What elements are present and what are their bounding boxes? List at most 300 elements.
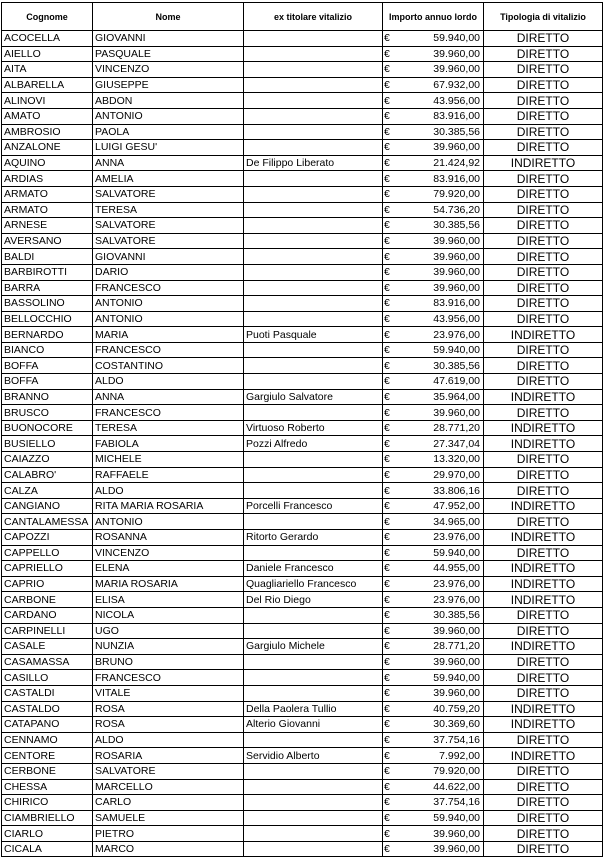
table-row [2,748,603,764]
cell-former-holder [244,685,383,701]
cell-amount: 7.992,00 [395,748,484,764]
cell-annuity-type: DIRETTO [484,171,603,187]
table-row [2,249,603,265]
cell-former-holder: Ritorto Gerardo [244,530,383,546]
cell-currency: € [383,62,395,78]
cell-surname: AMATO [2,108,93,124]
cell-currency: € [383,810,395,826]
cell-name: FRANCESCO [93,670,244,686]
table-row [2,452,603,468]
cell-surname: BELLOCCHIO [2,311,93,327]
cell-name: ROSANNA [93,530,244,546]
cell-currency: € [383,654,395,670]
cell-former-holder [244,218,383,234]
cell-annuity-type: INDIRETTO [484,561,603,577]
cell-currency: € [383,77,395,93]
cell-name: SALVATORE [93,233,244,249]
cell-amount: 34.965,00 [395,514,484,530]
table-row [2,779,603,795]
cell-currency: € [383,498,395,514]
table-row [2,77,603,93]
cell-former-holder [244,405,383,421]
cell-annuity-type: DIRETTO [484,732,603,748]
cell-former-holder [244,311,383,327]
cell-surname: ARDIAS [2,171,93,187]
cell-name: SALVATORE [93,186,244,202]
cell-annuity-type: DIRETTO [484,342,603,358]
cell-former-holder [244,171,383,187]
table-row [2,670,603,686]
cell-name: DARIO [93,264,244,280]
cell-annuity-type: DIRETTO [484,514,603,530]
cell-former-holder [244,108,383,124]
cell-currency: € [383,358,395,374]
cell-former-holder [244,140,383,156]
cell-annuity-type: INDIRETTO [484,592,603,608]
cell-amount: 23.976,00 [395,530,484,546]
cell-surname: ARMATO [2,186,93,202]
cell-amount: 79.920,00 [395,186,484,202]
cell-surname: BALDI [2,249,93,265]
cell-annuity-type: INDIRETTO [484,748,603,764]
cell-surname: CAPOZZI [2,530,93,546]
cell-amount: 30.385,56 [395,218,484,234]
cell-annuity-type: DIRETTO [484,62,603,78]
cell-amount: 28.771,20 [395,639,484,655]
cell-annuity-type: INDIRETTO [484,327,603,343]
cell-annuity-type: DIRETTO [484,218,603,234]
cell-former-holder [244,264,383,280]
cell-name: FRANCESCO [93,342,244,358]
cell-former-holder [244,62,383,78]
cell-name: VINCENZO [93,62,244,78]
table-row [2,171,603,187]
cell-amount: 39.960,00 [395,623,484,639]
cell-currency: € [383,249,395,265]
cell-surname: BERNARDO [2,327,93,343]
cell-annuity-type: DIRETTO [484,77,603,93]
table-row [2,405,603,421]
cell-currency: € [383,623,395,639]
cell-name: SAMUELE [93,810,244,826]
cell-surname: CICALA [2,841,93,857]
cell-amount: 59.940,00 [395,670,484,686]
header-name: Nome [93,3,244,31]
cell-former-holder [244,77,383,93]
cell-currency: € [383,327,395,343]
cell-surname: CARPINELLI [2,623,93,639]
table-row [2,592,603,608]
cell-amount: 27.347,04 [395,436,484,452]
cell-amount: 39.960,00 [395,654,484,670]
cell-amount: 59.940,00 [395,31,484,47]
cell-annuity-type: DIRETTO [484,654,603,670]
cell-surname: BASSOLINO [2,296,93,312]
table-row [2,108,603,124]
cell-surname: CASILLO [2,670,93,686]
cell-former-holder [244,31,383,47]
table-row [2,46,603,62]
cell-amount: 30.385,56 [395,124,484,140]
cell-currency: € [383,420,395,436]
cell-annuity-type: DIRETTO [484,779,603,795]
cell-surname: AQUINO [2,155,93,171]
cell-annuity-type: INDIRETTO [484,701,603,717]
cell-name: ELENA [93,561,244,577]
cell-annuity-type: DIRETTO [484,795,603,811]
cell-amount: 79.920,00 [395,763,484,779]
cell-surname: CARDANO [2,607,93,623]
cell-currency: € [383,296,395,312]
cell-name: ANNA [93,155,244,171]
table-row [2,732,603,748]
cell-annuity-type: INDIRETTO [484,420,603,436]
cell-annuity-type: DIRETTO [484,826,603,842]
cell-former-holder [244,810,383,826]
cell-name: FABIOLA [93,436,244,452]
cell-amount: 30.385,56 [395,607,484,623]
cell-amount: 33.806,16 [395,483,484,499]
cell-name: MARIA [93,327,244,343]
table-row [2,623,603,639]
table-row [2,280,603,296]
cell-amount: 37.754,16 [395,795,484,811]
cell-surname: CAPRIO [2,576,93,592]
cell-surname: BARRA [2,280,93,296]
cell-currency: € [383,140,395,156]
cell-currency: € [383,280,395,296]
table-row [2,296,603,312]
cell-currency: € [383,342,395,358]
cell-annuity-type: DIRETTO [484,296,603,312]
table-row [2,639,603,655]
cell-surname: BARBIROTTI [2,264,93,280]
cell-surname: CALZA [2,483,93,499]
table-row [2,795,603,811]
cell-name: COSTANTINO [93,358,244,374]
cell-annuity-type: DIRETTO [484,358,603,374]
cell-annuity-type: DIRETTO [484,623,603,639]
cell-surname: AITA [2,62,93,78]
cell-former-holder [244,186,383,202]
cell-amount: 39.960,00 [395,62,484,78]
cell-amount: 83.916,00 [395,108,484,124]
cell-name: GIOVANNI [93,31,244,47]
cell-amount: 40.759,20 [395,701,484,717]
cell-name: ROSA [93,717,244,733]
cell-former-holder [244,841,383,857]
cell-former-holder [244,124,383,140]
cell-name: CARLO [93,795,244,811]
cell-currency: € [383,483,395,499]
table-row [2,654,603,670]
cell-name: ANTONIO [93,108,244,124]
cell-former-holder: Quagliariello Francesco [244,576,383,592]
cell-surname: CENTORE [2,748,93,764]
cell-name: ANTONIO [93,296,244,312]
cell-annuity-type: DIRETTO [484,249,603,265]
cell-name: ALDO [93,483,244,499]
cell-annuity-type: INDIRETTO [484,639,603,655]
table-row [2,685,603,701]
cell-former-holder [244,296,383,312]
table-row [2,498,603,514]
cell-name: GIUSEPPE [93,77,244,93]
table-row [2,810,603,826]
cell-currency: € [383,186,395,202]
cell-surname: CERBONE [2,763,93,779]
cell-annuity-type: INDIRETTO [484,155,603,171]
cell-amount: 83.916,00 [395,171,484,187]
table-row [2,327,603,343]
cell-surname: CASAMASSA [2,654,93,670]
cell-former-holder [244,249,383,265]
cell-surname: BOFFA [2,374,93,390]
cell-former-holder: De Filippo Liberato [244,155,383,171]
table-row [2,233,603,249]
cell-name: PAOLA [93,124,244,140]
table-row [2,264,603,280]
cell-surname: CANGIANO [2,498,93,514]
cell-amount: 44.955,00 [395,561,484,577]
cell-former-holder [244,452,383,468]
cell-currency: € [383,405,395,421]
cell-surname: CASTALDO [2,701,93,717]
cell-currency: € [383,732,395,748]
cell-surname: CASALE [2,639,93,655]
cell-amount: 83.916,00 [395,296,484,312]
cell-currency: € [383,171,395,187]
cell-currency: € [383,685,395,701]
cell-annuity-type: DIRETTO [484,93,603,109]
cell-annuity-type: DIRETTO [484,670,603,686]
table-row [2,483,603,499]
cell-former-holder [244,795,383,811]
cell-surname: CALABRO' [2,467,93,483]
table-row [2,140,603,156]
cell-currency: € [383,31,395,47]
table-row [2,218,603,234]
cell-former-holder [244,342,383,358]
table-row [2,701,603,717]
cell-annuity-type: INDIRETTO [484,530,603,546]
cell-currency: € [383,155,395,171]
cell-name: MARIA ROSARIA [93,576,244,592]
cell-amount: 39.960,00 [395,46,484,62]
cell-currency: € [383,795,395,811]
cell-former-holder: Gargiulo Salvatore [244,389,383,405]
cell-annuity-type: INDIRETTO [484,436,603,452]
cell-currency: € [383,124,395,140]
cell-surname: BUONOCORE [2,420,93,436]
cell-currency: € [383,93,395,109]
table-body [2,31,603,857]
cell-former-holder: Daniele Francesco [244,561,383,577]
cell-name: LUIGI GESU' [93,140,244,156]
cell-annuity-type: DIRETTO [484,685,603,701]
cell-amount: 39.960,00 [395,405,484,421]
cell-surname: AVERSANO [2,233,93,249]
cell-name: TERESA [93,420,244,436]
table-row [2,576,603,592]
table-row [2,311,603,327]
cell-amount: 54.736,20 [395,202,484,218]
cell-annuity-type: DIRETTO [484,233,603,249]
cell-surname: CANTALAMESSA [2,514,93,530]
cell-annuity-type: DIRETTO [484,280,603,296]
cell-annuity-type: DIRETTO [484,763,603,779]
cell-currency: € [383,452,395,468]
table-row [2,62,603,78]
cell-name: SALVATORE [93,763,244,779]
cell-currency: € [383,530,395,546]
cell-amount: 37.754,16 [395,732,484,748]
cell-currency: € [383,202,395,218]
cell-currency: € [383,826,395,842]
cell-annuity-type: DIRETTO [484,46,603,62]
cell-former-holder [244,483,383,499]
cell-amount: 23.976,00 [395,592,484,608]
cell-former-holder: Puoti Pasquale [244,327,383,343]
cell-annuity-type: DIRETTO [484,202,603,218]
cell-name: ALDO [93,732,244,748]
cell-amount: 67.932,00 [395,77,484,93]
table-row [2,841,603,857]
cell-currency: € [383,374,395,390]
cell-amount: 39.960,00 [395,685,484,701]
cell-name: UGO [93,623,244,639]
cell-name: GIOVANNI [93,249,244,265]
table-row [2,826,603,842]
cell-annuity-type: DIRETTO [484,405,603,421]
table-row [2,467,603,483]
cell-surname: CATAPANO [2,717,93,733]
cell-surname: BUSIELLO [2,436,93,452]
cell-former-holder [244,654,383,670]
cell-amount: 39.960,00 [395,249,484,265]
cell-surname: BOFFA [2,358,93,374]
table-row [2,436,603,452]
cell-name: RAFFAELE [93,467,244,483]
cell-currency: € [383,779,395,795]
cell-name: ROSARIA [93,748,244,764]
cell-annuity-type: INDIRETTO [484,498,603,514]
cell-former-holder [244,374,383,390]
cell-name: NICOLA [93,607,244,623]
cell-currency: € [383,108,395,124]
header-annuity-type: Tipologia di vitalizio [484,3,603,31]
cell-name: PIETRO [93,826,244,842]
header-annual-amount: Importo annuo lordo [383,3,484,31]
cell-annuity-type: DIRETTO [484,545,603,561]
cell-surname: ALINOVI [2,93,93,109]
cell-name: FRANCESCO [93,405,244,421]
cell-currency: € [383,607,395,623]
table-row [2,389,603,405]
cell-annuity-type: DIRETTO [484,374,603,390]
cell-currency: € [383,763,395,779]
cell-currency: € [383,561,395,577]
cell-former-holder [244,607,383,623]
cell-amount: 39.960,00 [395,841,484,857]
cell-annuity-type: DIRETTO [484,140,603,156]
cell-name: VINCENZO [93,545,244,561]
header-surname: Cognome [2,3,93,31]
cell-surname: CAPPELLO [2,545,93,561]
cell-annuity-type: DIRETTO [484,483,603,499]
cell-amount: 21.424,92 [395,155,484,171]
cell-amount: 47.952,00 [395,498,484,514]
table-row [2,93,603,109]
table-row [2,545,603,561]
cell-name: ELISA [93,592,244,608]
cell-former-holder [244,623,383,639]
cell-name: RITA MARIA ROSARIA [93,498,244,514]
table-row [2,717,603,733]
cell-currency: € [383,576,395,592]
table-row [2,530,603,546]
cell-former-holder [244,826,383,842]
cell-former-holder [244,514,383,530]
annuity-table [1,2,603,857]
cell-name: TERESA [93,202,244,218]
table-row [2,420,603,436]
cell-former-holder [244,732,383,748]
cell-name: SALVATORE [93,218,244,234]
cell-currency: € [383,264,395,280]
table-row [2,342,603,358]
cell-currency: € [383,233,395,249]
cell-amount: 30.385,56 [395,358,484,374]
cell-surname: CHESSA [2,779,93,795]
cell-former-holder: Virtuoso Roberto [244,420,383,436]
cell-former-holder: Della Paolera Tullio [244,701,383,717]
cell-surname: ACOCELLA [2,31,93,47]
cell-former-holder: Pozzi Alfredo [244,436,383,452]
cell-currency: € [383,545,395,561]
cell-annuity-type: DIRETTO [484,264,603,280]
cell-surname: BIANCO [2,342,93,358]
cell-former-holder [244,93,383,109]
cell-annuity-type: DIRETTO [484,311,603,327]
cell-amount: 13.320,00 [395,452,484,468]
cell-currency: € [383,218,395,234]
cell-surname: BRANNO [2,389,93,405]
cell-currency: € [383,467,395,483]
cell-former-holder: Alterio Giovanni [244,717,383,733]
table-row [2,561,603,577]
cell-name: VITALE [93,685,244,701]
cell-currency: € [383,701,395,717]
cell-former-holder: Del Rio Diego [244,592,383,608]
table-row [2,358,603,374]
cell-annuity-type: DIRETTO [484,467,603,483]
cell-annuity-type: DIRETTO [484,841,603,857]
cell-amount: 39.960,00 [395,280,484,296]
cell-amount: 44.622,00 [395,779,484,795]
cell-annuity-type: INDIRETTO [484,717,603,733]
cell-former-holder [244,280,383,296]
cell-surname: ALBARELLA [2,77,93,93]
cell-annuity-type: DIRETTO [484,810,603,826]
cell-amount: 43.956,00 [395,311,484,327]
cell-name: ANTONIO [93,514,244,530]
cell-name: FRANCESCO [93,280,244,296]
table-row [2,31,603,47]
table-row [2,514,603,530]
cell-name: ROSA [93,701,244,717]
cell-amount: 23.976,00 [395,327,484,343]
